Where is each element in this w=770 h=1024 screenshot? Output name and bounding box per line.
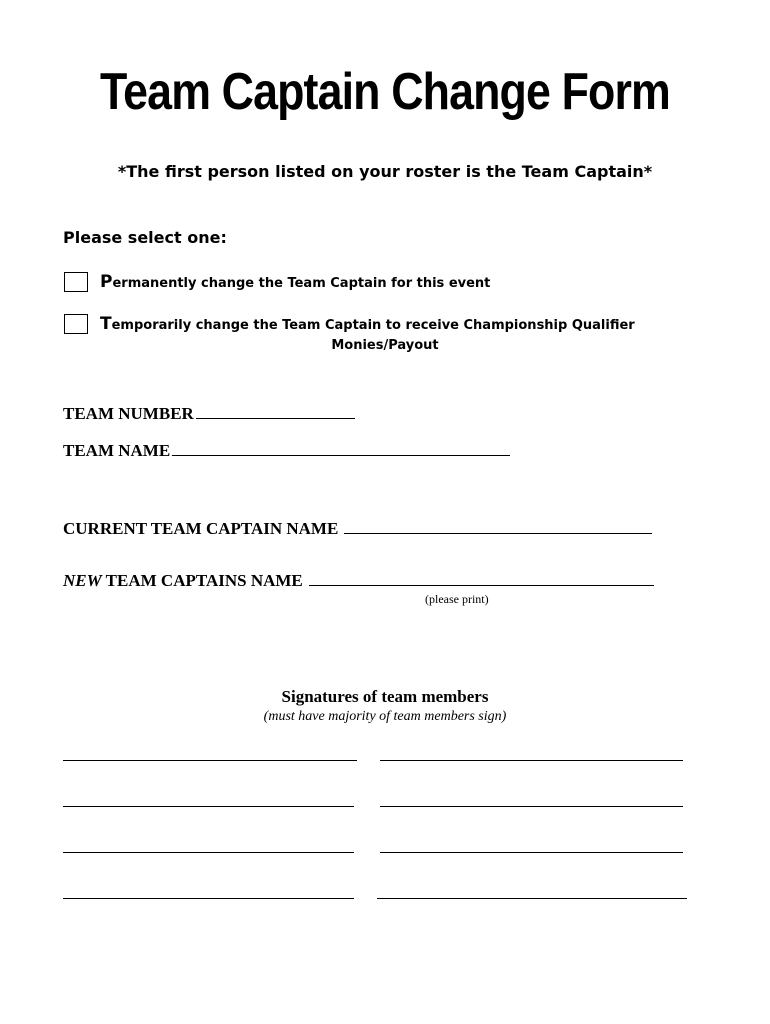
team-number-label: TEAM NUMBER	[63, 404, 194, 423]
option-initial: P	[100, 272, 113, 292]
signature-line-1[interactable]	[63, 760, 357, 761]
current-captain-field[interactable]	[63, 519, 652, 539]
permanent-change-checkbox[interactable]	[64, 272, 88, 292]
new-captain-field[interactable]	[63, 571, 654, 591]
new-captain-blank[interactable]	[309, 571, 654, 586]
signature-line-8[interactable]	[377, 898, 687, 899]
signature-line-6[interactable]	[380, 852, 683, 853]
signatures-title: Signatures of team members	[281, 687, 489, 706]
form-title: Team Captain Change Form	[100, 63, 670, 121]
team-name-field[interactable]	[63, 441, 510, 461]
team-number-field[interactable]	[63, 404, 355, 424]
select-instruction: Please select one:	[63, 228, 227, 247]
option-text: emporarily change the Team Captain to receive Championship Qualifier	[111, 318, 635, 333]
team-name-blank[interactable]	[172, 441, 510, 456]
new-captain-label	[63, 571, 303, 591]
current-captain-label: CURRENT TEAM CAPTAIN NAME	[63, 519, 339, 538]
temporary-change-label	[100, 314, 635, 334]
print-note: (please print)	[425, 592, 489, 606]
roster-note: *The first person listed on your roster is the Team Captain*	[117, 162, 653, 181]
temporary-change-label-continued: Monies/Payout	[331, 338, 439, 353]
option-text: ermanently change the Team Captain for this event	[112, 276, 491, 291]
current-captain-blank[interactable]	[344, 519, 652, 534]
option-initial: T	[100, 314, 112, 334]
signature-line-2[interactable]	[380, 760, 683, 761]
permanent-change-label	[100, 272, 490, 292]
signature-line-5[interactable]	[63, 852, 354, 853]
signature-line-7[interactable]	[63, 898, 354, 899]
signature-line-3[interactable]	[63, 806, 354, 807]
new-emphasis: NEW	[63, 571, 102, 590]
team-name-label: TEAM NAME	[63, 441, 171, 460]
new-captain-label-rest: TEAM CAPTAINS NAME	[101, 571, 303, 590]
temporary-change-checkbox[interactable]	[64, 314, 88, 334]
team-number-blank[interactable]	[196, 404, 355, 419]
signature-line-4[interactable]	[380, 806, 683, 807]
signatures-note: (must have majority of team members sign)	[263, 709, 507, 724]
